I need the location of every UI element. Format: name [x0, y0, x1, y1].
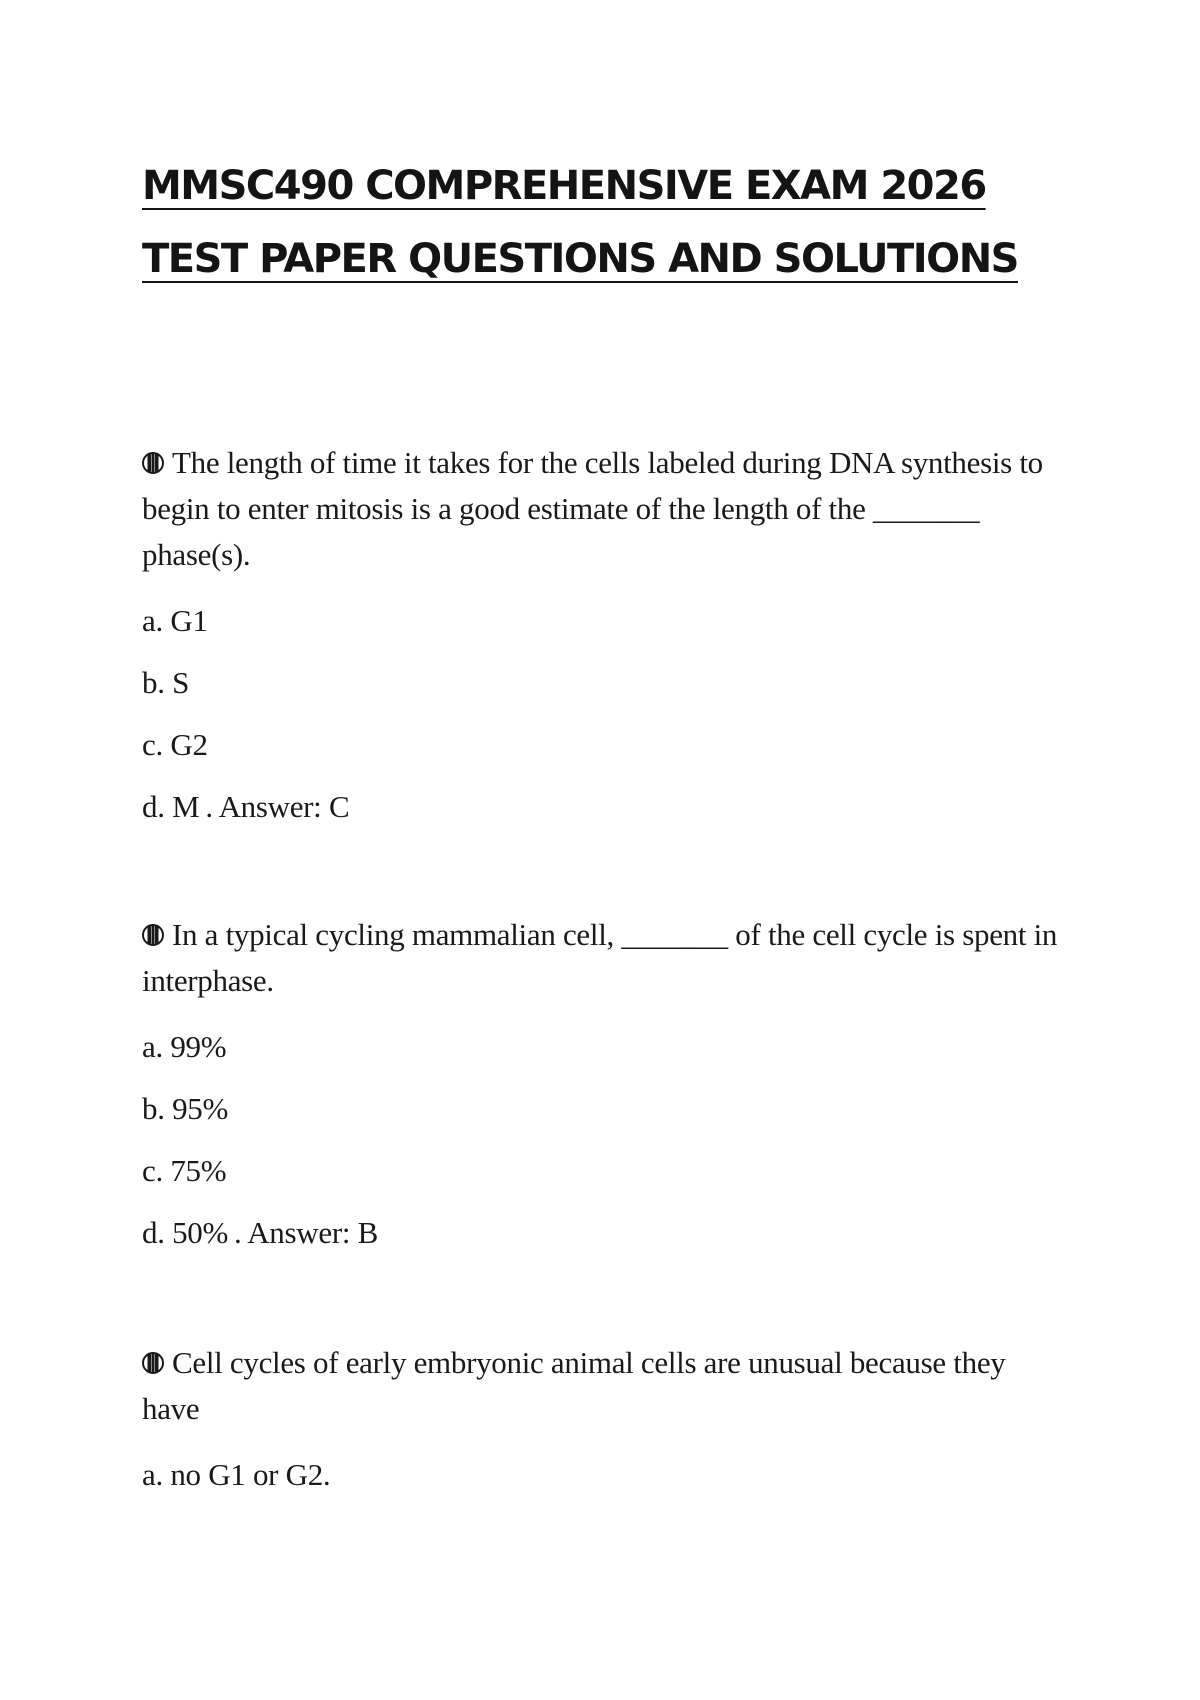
question-1-option-a: a. G1 — [142, 603, 208, 638]
striped-circle-bullet-icon — [142, 452, 164, 474]
striped-circle-bullet-icon — [142, 1352, 164, 1374]
question-2-option-d-label: d. 50% — [142, 1215, 229, 1250]
question-1-text: The length of time it takes for the cells labeled during DNA synthesis to begin to enter mitosis is a good estimate of the length of the _______ phase(s). — [142, 445, 1043, 572]
question-2-options — [142, 1028, 1062, 1252]
question-3-options — [142, 1456, 1062, 1494]
document-title: MMSC490 COMPREHENSIVE EXAM 2026 TEST PAPER QUESTIONS AND SOLUTIONS — [142, 163, 1018, 282]
question-3-text: Cell cycles of early embryonic animal cells are unusual because they have — [142, 1345, 1006, 1426]
question-2-answer: . Answer: B — [234, 1215, 378, 1250]
question-2-option-a: a. 99% — [142, 1029, 227, 1064]
question-3-option-a: a. no G1 or G2. — [142, 1457, 331, 1492]
question-2-option-b: b. 95% — [142, 1091, 229, 1126]
question-1-option-d-label: d. M — [142, 789, 200, 824]
question-1-answer: . Answer: C — [205, 789, 350, 824]
question-1-option-d — [142, 788, 1062, 826]
question-1 — [142, 440, 1062, 826]
striped-circle-bullet-icon — [142, 924, 164, 946]
question-1-options — [142, 602, 1062, 826]
question-2-option-d — [142, 1214, 1062, 1252]
question-1-option-c: c. G2 — [142, 727, 208, 762]
question-2-option-c: c. 75% — [142, 1153, 227, 1188]
question-3 — [142, 1340, 1062, 1494]
question-1-option-b: b. S — [142, 665, 190, 700]
question-2-text: In a typical cycling mammalian cell, _______ of the cell cycle is spent in interphase. — [142, 917, 1058, 998]
question-2 — [142, 912, 1062, 1252]
